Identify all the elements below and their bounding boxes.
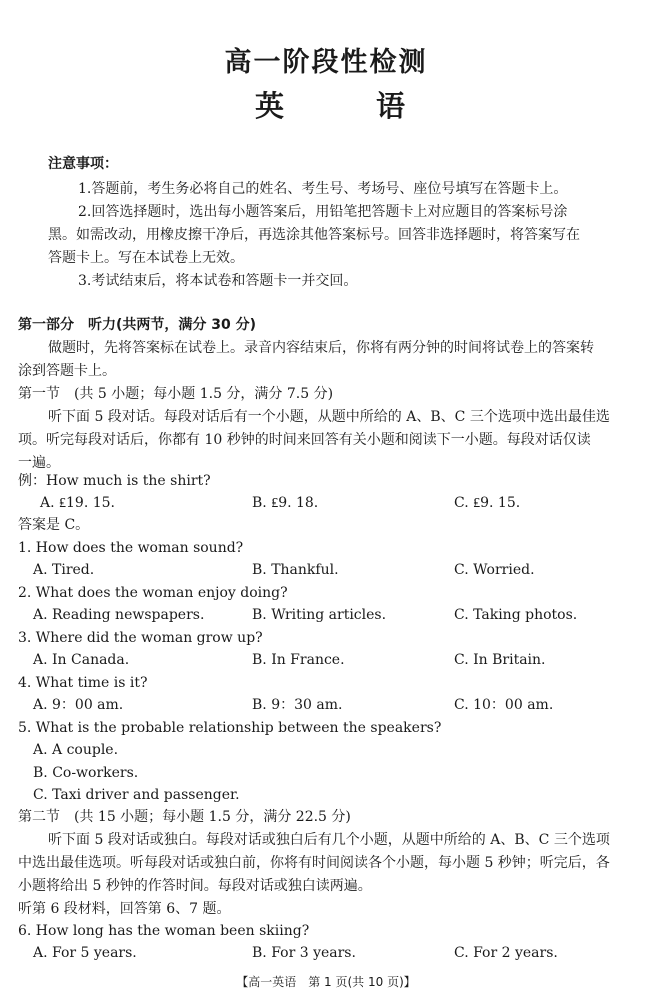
subject-char-1: 英 <box>255 89 285 123</box>
question-6: 6. How long has the woman been skiing? <box>18 923 310 939</box>
q4-option-b: B. 9：30 am. <box>252 697 343 713</box>
part1-intro-1: 做题时，先将答案标在试卷上。录音内容结束后，你将有两分钟的时间将试卷上的答案转 <box>48 340 594 356</box>
example-option-a: A. ₤19. 15. <box>40 495 115 511</box>
q5-option-a: A. A couple. <box>33 742 119 758</box>
section2-heading: 第二节 (共 15 小题；每小题 1.5 分，满分 22.5 分) <box>18 809 351 825</box>
notice-line-2: 2.回答选择题时，选出每小题答案后，用铅笔把答题卡上对应题目的答案标号涂 <box>78 204 568 220</box>
section1-heading: 第一节 (共 5 小题；每小题 1.5 分，满分 7.5 分) <box>18 386 334 402</box>
question-5: 5. What is the probable relationship between the speakers? <box>18 720 442 736</box>
q2-option-a: A. Reading newspapers. <box>33 607 205 623</box>
question-3: 3. Where did the woman grow up? <box>18 630 263 646</box>
q5-option-c: C. Taxi driver and passenger. <box>33 787 240 803</box>
subject-title <box>255 88 405 124</box>
q1-option-c: C. Worried. <box>454 562 535 578</box>
q3-option-a: A. In Canada. <box>33 652 130 668</box>
section2-intro-3: 小题将给出 5 秒钟的作答时间。每段对话或独白读两遍。 <box>18 878 372 894</box>
part1-intro-2: 涂到答题卡上。 <box>18 363 116 379</box>
page-footer: 【高一英语 第 1 页(共 10 页)】 <box>236 975 416 989</box>
q3-option-b: B. In France. <box>252 652 345 668</box>
q1-option-b: B. Thankful. <box>252 562 339 578</box>
notice-line-1: 1.答题前，考生务必将自己的姓名、考生号、考场号、座位号填写在答题卡上。 <box>78 181 568 197</box>
question-2: 2. What does the woman enjoy doing? <box>18 585 288 601</box>
q6-option-a: A. For 5 years. <box>33 945 137 961</box>
q6-option-c: C. For 2 years. <box>454 945 558 961</box>
q2-option-b: B. Writing articles. <box>252 607 387 623</box>
page-title: 高一阶段性检测 <box>224 47 428 78</box>
question-1: 1. How does the woman sound? <box>18 540 244 556</box>
section1-intro-2: 项。听完每段对话后，你都有 10 秒钟的时间来回答有关小题和阅读下一小题。每段对话仅读 <box>18 432 591 448</box>
section2-intro-2: 中选出最佳选项。听每段对话或独白前，你将有时间阅读各个小题，每小题 5 秒钟；听完后，各 <box>18 855 610 871</box>
q4-option-a: A. 9：00 am. <box>33 697 124 713</box>
subject-char-2: 语 <box>375 89 405 123</box>
section2-intro-1: 听下面 5 段对话或独白。每段对话或独白后有几个小题，从题中所给的 A、B、C 三个选项 <box>48 832 610 848</box>
notice-line-4: 答题卡上。写在本试卷上无效。 <box>48 250 244 266</box>
notice-heading: 注意事项： <box>48 156 118 172</box>
notice-line-3: 黑。如需改动，用橡皮擦干净后，再选涂其他答案标号。回答非选择题时，将答案写在 <box>48 227 580 243</box>
example-answer: 答案是 C。 <box>18 517 90 533</box>
notice-line-5: 3.考试结束后，将本试卷和答题卡一并交回。 <box>78 273 358 289</box>
section2-material: 听第 6 段材料，回答第 6、7 题。 <box>18 901 231 917</box>
q5-option-b: B. Co-workers. <box>33 765 139 781</box>
example-option-b: B. ₤9. 18. <box>252 495 319 511</box>
q6-option-b: B. For 3 years. <box>252 945 356 961</box>
section1-intro-1: 听下面 5 段对话。每段对话后有一个小题，从题中所给的 A、B、C 三个选项中选出最佳选 <box>48 409 610 425</box>
q1-option-a: A. Tired. <box>33 562 95 578</box>
example-option-c: C. ₤9. 15. <box>454 495 521 511</box>
question-4: 4. What time is it? <box>18 675 148 691</box>
section1-intro-3: 一遍。 <box>18 455 60 471</box>
q3-option-c: C. In Britain. <box>454 652 546 668</box>
part1-heading: 第一部分 听力(共两节，满分 30 分) <box>18 317 257 333</box>
q2-option-c: C. Taking photos. <box>454 607 578 623</box>
example-question: 例：How much is the shirt? <box>18 473 211 489</box>
q4-option-c: C. 10：00 am. <box>454 697 554 713</box>
